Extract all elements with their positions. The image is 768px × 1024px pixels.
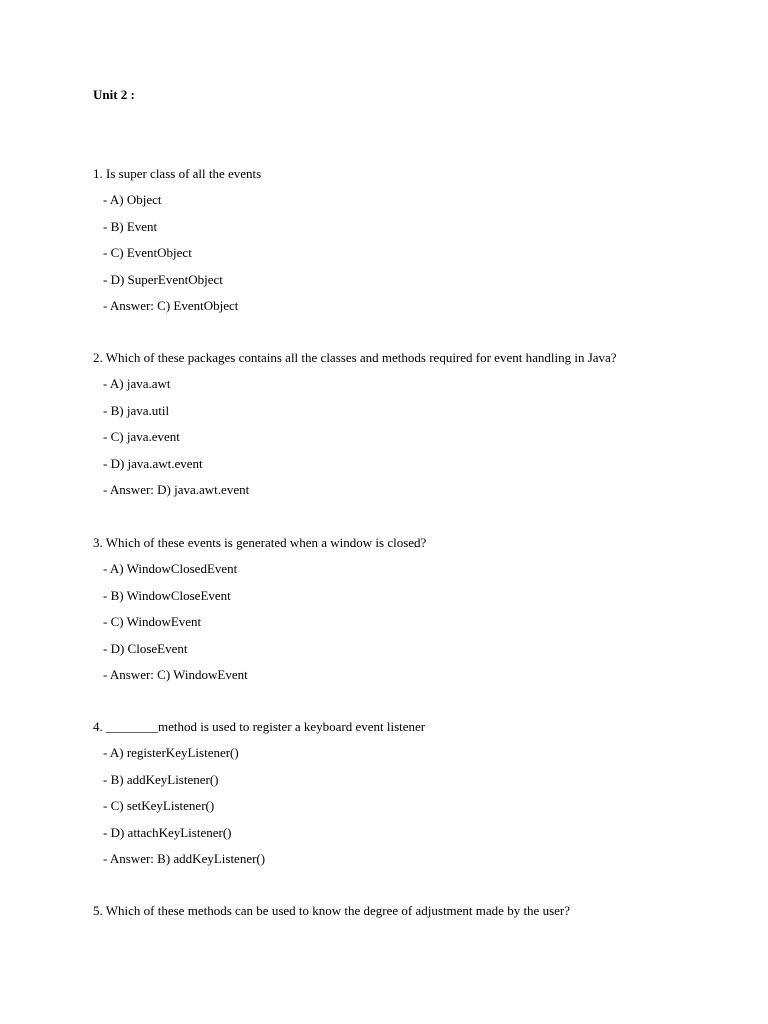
option-a: - A) registerKeyListener() <box>103 745 239 761</box>
answer-line: - Answer: B) addKeyListener() <box>103 850 266 866</box>
question-text: 3. Which of these events is generated when a window is closed? <box>93 535 427 550</box>
question-text: 4. ________method is used to register a keyboard event listener <box>93 719 426 734</box>
option-d: - D) attachKeyListener() <box>103 824 232 840</box>
question-5 <box>93 903 570 919</box>
option-d: - D) CloseEvent <box>103 640 188 656</box>
option-b: - B) WindowCloseEvent <box>103 587 231 603</box>
option-c: - C) EventObject <box>103 245 192 261</box>
question-1 <box>93 166 261 314</box>
answer-line: - Answer: D) java.awt.event <box>103 481 250 497</box>
option-d: - D) SuperEventObject <box>103 271 223 287</box>
option-d: - D) java.awt.event <box>103 455 203 471</box>
question-text: 1. Is super class of all the events <box>93 166 262 181</box>
question-text: 2. Which of these packages contains all the classes and methods required for event handling in Java? <box>93 350 617 365</box>
option-b: - B) addKeyListener() <box>103 771 219 787</box>
question-2 <box>93 350 617 498</box>
question-text: 5. Which of these methods can be used to know the degree of adjustment made by the user? <box>93 903 571 918</box>
option-b: - B) java.util <box>103 402 170 418</box>
option-a: - A) java.awt <box>103 376 171 392</box>
unit-title: Unit 2 : <box>93 87 135 102</box>
option-c: - C) setKeyListener() <box>103 798 215 814</box>
option-a: - A) Object <box>103 192 162 208</box>
answer-line: - Answer: C) EventObject <box>103 297 239 313</box>
question-3 <box>93 535 426 683</box>
answer-line: - Answer: C) WindowEvent <box>103 666 248 682</box>
question-4 <box>93 719 425 867</box>
option-c: - C) java.event <box>103 429 180 445</box>
option-b: - B) Event <box>103 218 158 234</box>
option-a: - A) WindowClosedEvent <box>103 561 238 577</box>
option-c: - C) WindowEvent <box>103 614 202 630</box>
